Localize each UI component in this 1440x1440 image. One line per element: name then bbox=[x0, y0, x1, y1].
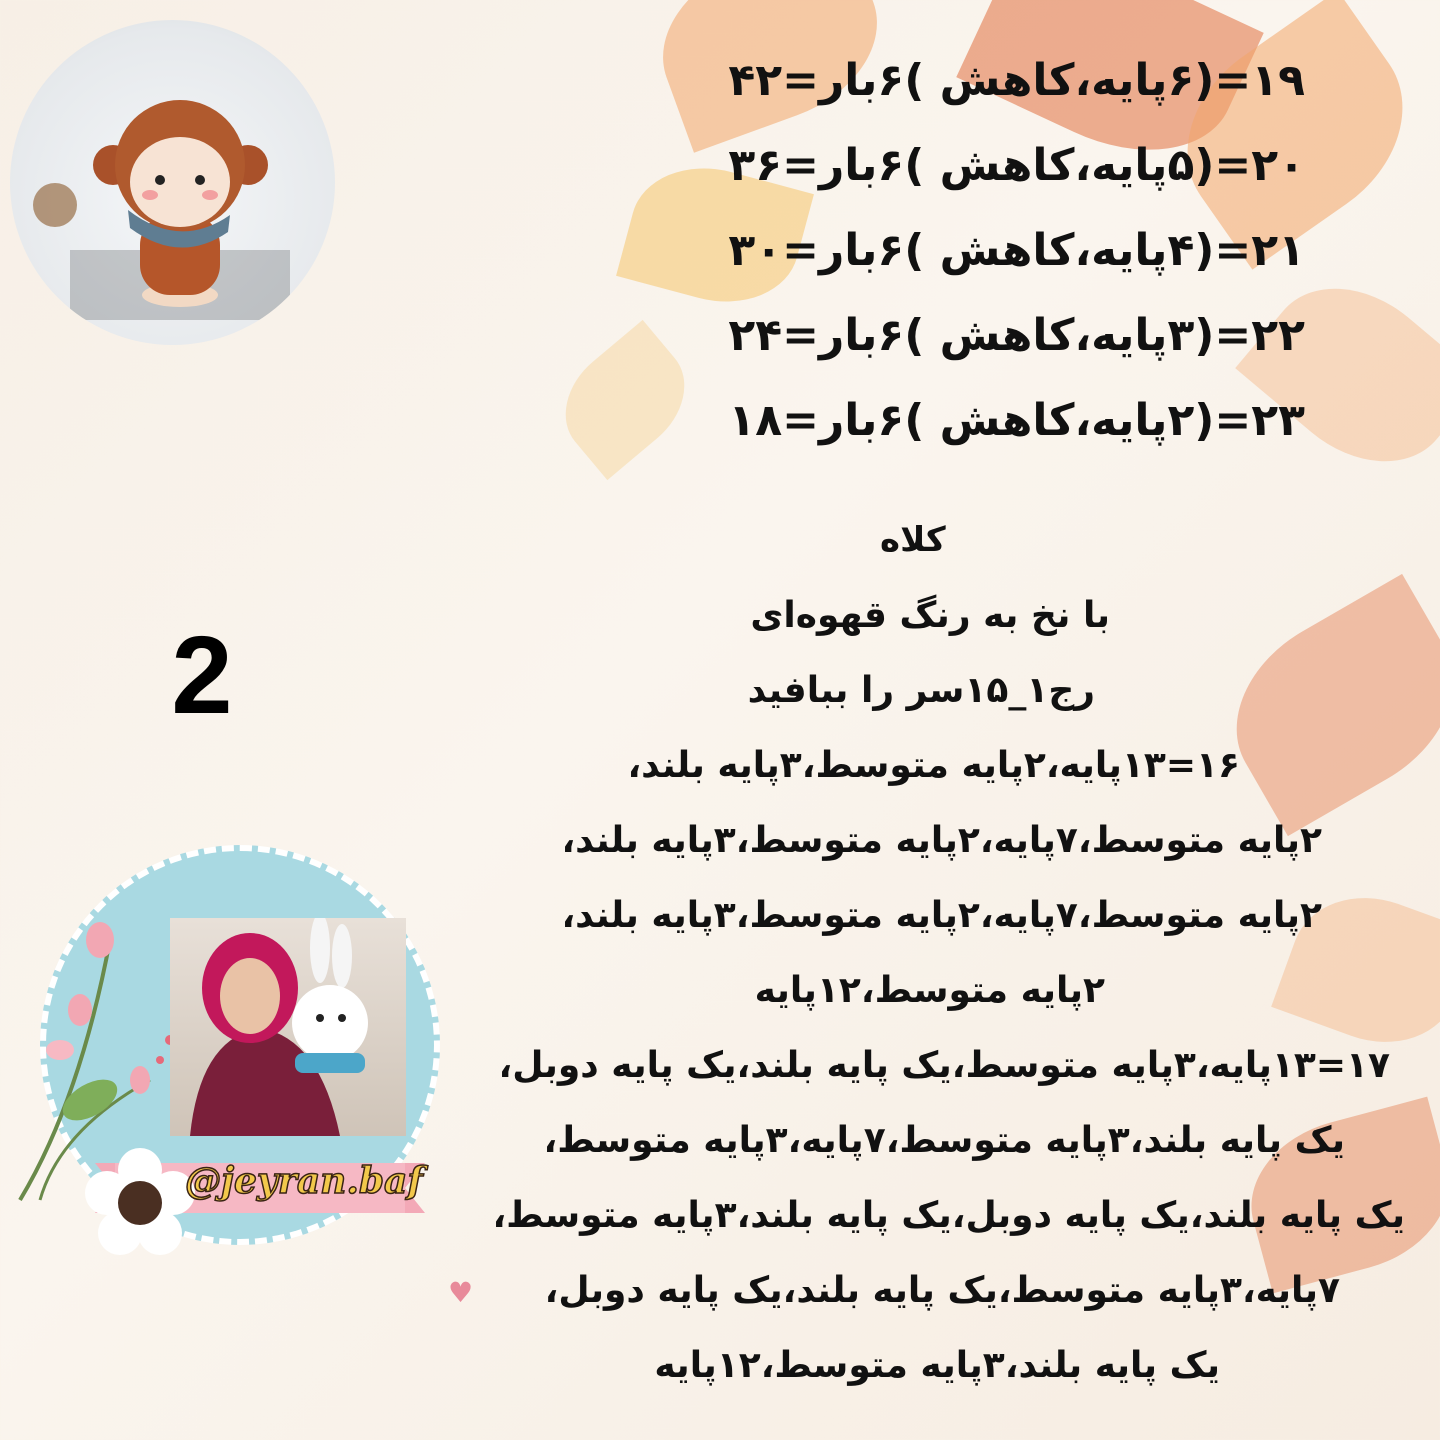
row-23: ۲۳=(۲پایه،کاهش )۶بار=۱۸ bbox=[728, 395, 1305, 446]
flower-icon bbox=[85, 1148, 195, 1258]
hat-line-17c: یک پایه بلند،یک پایه دوبل،یک پایه بلند،۳پایه متوسط، bbox=[492, 1195, 1405, 1236]
hat-title: کلاه bbox=[880, 520, 946, 560]
page-number: 2 bbox=[171, 614, 233, 737]
hat-line-17b: یک پایه بلند،۳پایه متوسط،۷پایه،۳پایه متوسط، bbox=[543, 1120, 1345, 1161]
hat-line-17e: یک پایه بلند،۳پایه متوسط،۱۲پایه bbox=[654, 1345, 1220, 1386]
row-21: ۲۱=(۴پایه،کاهش )۶بار=۳۰ bbox=[728, 225, 1305, 276]
hat-line-yarn: با نخ به رنگ قهوه‌ای bbox=[750, 595, 1110, 636]
hat-line-17d: ۷پایه،۳پایه متوسط،یک پایه بلند،یک پایه دوبل، bbox=[544, 1270, 1340, 1311]
designer-photo bbox=[170, 918, 406, 1136]
instagram-handle: @jeyran.baf bbox=[185, 1160, 423, 1202]
row-20: ۲۰=(۵پایه،کاهش )۶بار=۳۶ bbox=[728, 140, 1305, 191]
hat-line-16b: ۲پایه متوسط،۷پایه،۲پایه متوسط،۳پایه بلند، bbox=[561, 820, 1322, 861]
designer-with-bunny-illustration bbox=[170, 918, 406, 1136]
row-22: ۲۲=(۳پایه،کاهش )۶بار=۲۴ bbox=[728, 310, 1305, 361]
hat-line-16a: ۱۶=۱۳پایه،۲پایه متوسط،۳پایه بلند، bbox=[627, 745, 1240, 786]
hat-line-17a: ۱۷=۱۳پایه،۳پایه متوسط،یک پایه بلند،یک پایه دوبل، bbox=[498, 1045, 1390, 1086]
monkey-toy-illustration bbox=[10, 20, 335, 345]
hat-line-16d: ۲پایه متوسط،۱۲پایه bbox=[754, 970, 1105, 1011]
heart-icon: ♥ bbox=[448, 1276, 474, 1309]
row-19: ۱۹=(۶پایه،کاهش )۶بار=۴۲ bbox=[728, 55, 1305, 106]
hat-line-rows: رج۱_۱۵سر را ببافید bbox=[747, 670, 1095, 711]
hat-line-16c: ۲پایه متوسط،۷پایه،۲پایه متوسط،۳پایه بلند، bbox=[561, 895, 1322, 936]
amigurumi-monkey-photo bbox=[10, 20, 335, 345]
